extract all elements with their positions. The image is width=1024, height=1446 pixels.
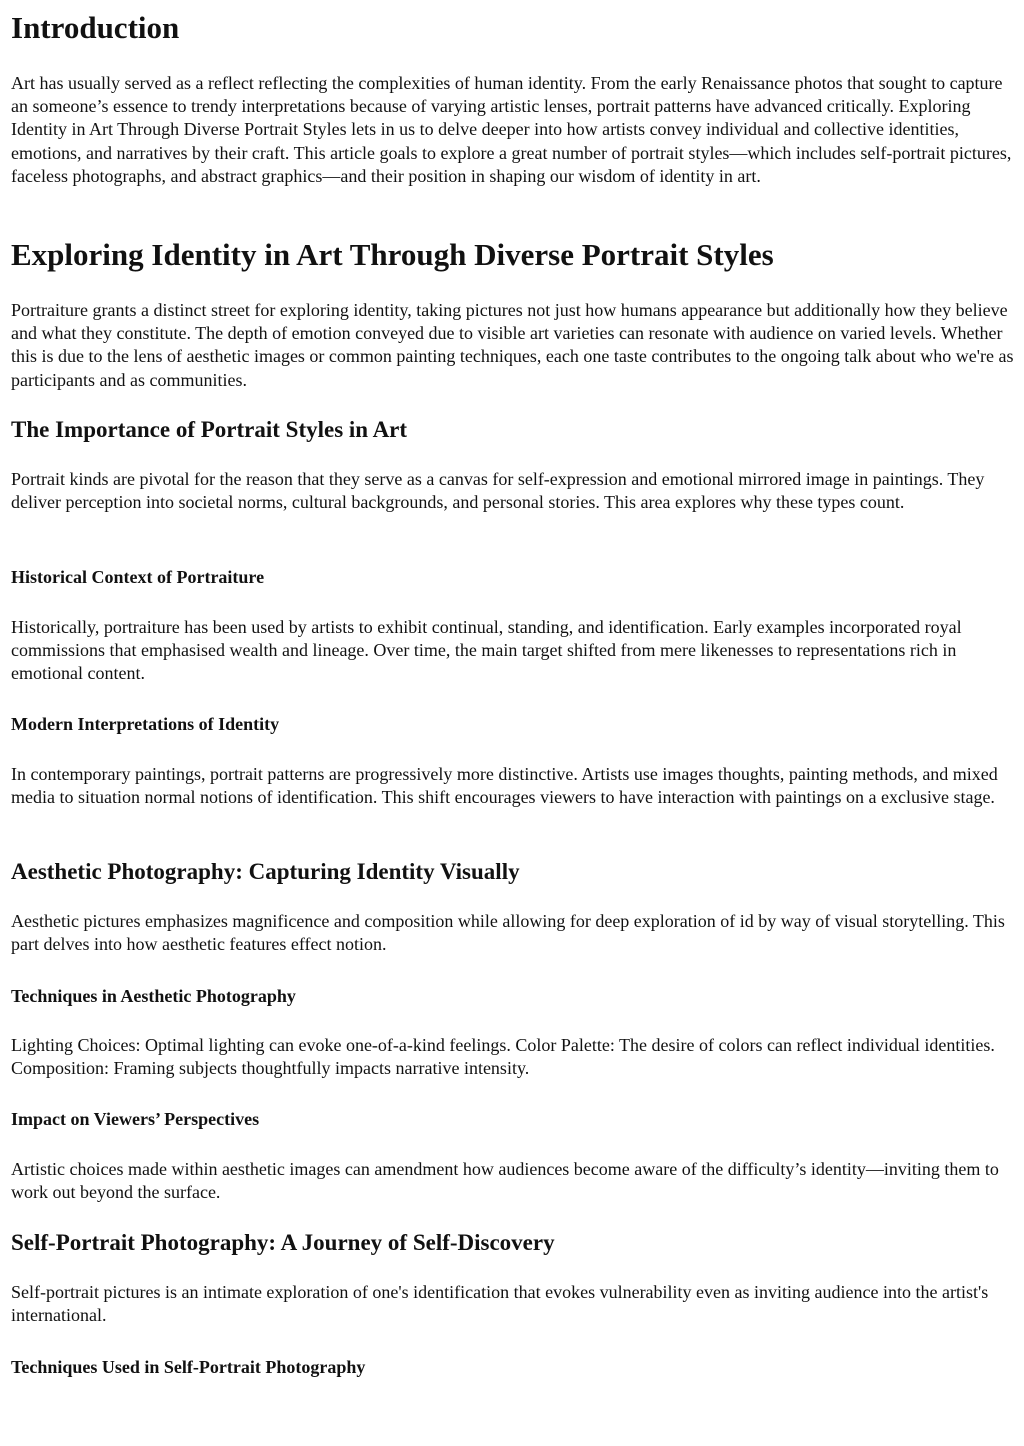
importance-heading: The Importance of Portrait Styles in Art [11, 417, 408, 442]
self-portrait-paragraph: Self-portrait pictures is an intimate exploration of one's identification that evokes vulnerability even as inviting audience into the artist's international. [11, 1282, 989, 1326]
main-heading: Exploring Identity in Art Through Diverse Portrait Styles [11, 237, 774, 272]
main-paragraph: Portraiture grants a distinct street for exploring identity, taking pictures not just how humans appearance but additionally how they believe and what they constitute. The depth of emotion conveyed due to visible art varieties can resonate with audience on varied levels. Whether this is due to the lens of aesthetic images or common painting techniques, each one taste contributes to the ongoing talk about who we're as participants and as communities. [11, 300, 1014, 390]
historical-context-paragraph: Historically, portraiture has been used by artists to exhibit continual, standing, and identification. Early examples incorporated royal commissions that emphasised wealth and lineage. Over time, the main target shifted from mere likenesses to representations rich in emotional content. [11, 617, 962, 684]
historical-context-heading: Historical Context of Portraiture [11, 567, 265, 587]
importance-paragraph: Portrait kinds are pivotal for the reason that they serve as a canvas for self-expression and emotional mirrored image in paintings. They deliver perception into societal norms, cultural backgrounds, and personal stories. This area explores why these types count. [11, 469, 985, 513]
aesthetic-photography-paragraph: Aesthetic pictures emphasizes magnificence and composition while allowing for deep exploration of id by way of visual storytelling. This part delves into how aesthetic features effect notion. [11, 911, 1005, 955]
impact-heading: Impact on Viewers’ Perspectives [11, 1109, 260, 1129]
modern-interpretations-paragraph: In contemporary paintings, portrait patterns are progressively more distinctive. Artists use images thoughts, painting methods, and mixed media to situation normal notions of identification. This shift encourages viewers to have interaction with paintings on a exclusive stage. [11, 764, 998, 808]
introduction-heading: Introduction [11, 10, 180, 45]
aesthetic-techniques-heading: Techniques in Aesthetic Photography [11, 986, 296, 1006]
impact-paragraph: Artistic choices made within aesthetic images can amendment how audiences become aware of the difficulty’s identity—inviting them to work out beyond the surface. [11, 1159, 999, 1203]
aesthetic-photography-heading: Aesthetic Photography: Capturing Identity Visually [11, 859, 520, 884]
self-portrait-heading: Self-Portrait Photography: A Journey of Self-Discovery [11, 1230, 555, 1255]
introduction-paragraph: Art has usually served as a reflect reflecting the complexities of human identity. From the early Renaissance photos that sought to capture an someone’s essence to trendy interpretations because of varying artistic lenses, portrait patterns have advanced critically. Exploring Identity in Art Through Diverse Portrait Styles lets in us to delve deeper into how artists convey individual and collective identities, emotions, and narratives by their craft. This article goals to explore a great number of portrait styles—which includes self-portrait pictures, faceless photographs, and abstract graphics—and their position in shaping our wisdom of identity in art. [11, 73, 1012, 186]
aesthetic-techniques-paragraph: Lighting Choices: Optimal lighting can evoke one-of-a-kind feelings. Color Palette: The desire of colors can reflect individual identities. Composition: Framing subjects thoughtfully impacts narrative intensity. [11, 1035, 995, 1079]
self-portrait-techniques-heading: Techniques Used in Self-Portrait Photography [11, 1357, 366, 1377]
modern-interpretations-heading: Modern Interpretations of Identity [11, 714, 280, 734]
